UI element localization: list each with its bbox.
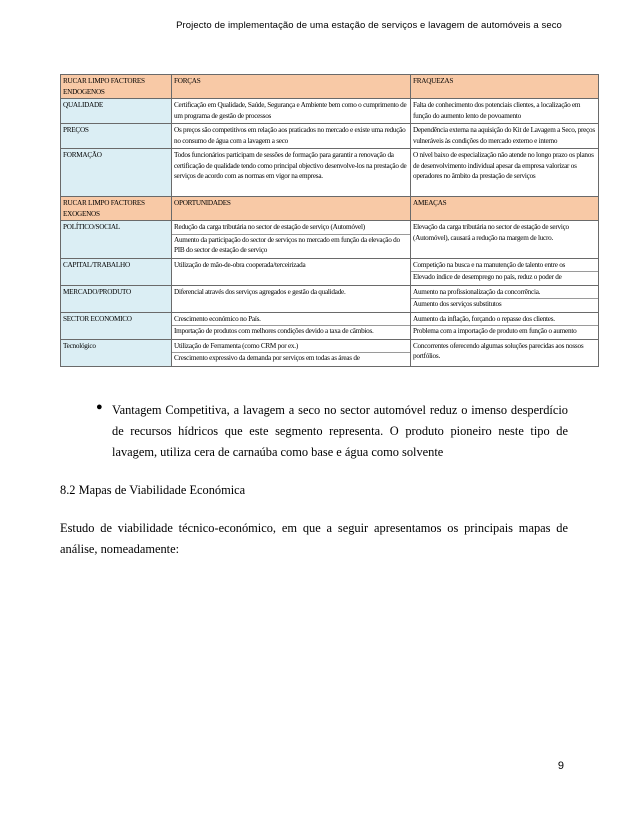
table-cell [172,124,411,149]
row-label: FORMAÇÃO [61,149,172,197]
header-text: Projecto de implementação de uma estação de serviços e lavagem de automóveis a seco [176,20,562,31]
row-label: PREÇOS [61,124,172,149]
row-label: QUALIDADE [61,99,172,124]
header-col-forces: FORÇAS [172,75,411,99]
table-row [61,258,599,285]
table-row [61,285,599,312]
row-label: POLÍTICO/SOCIAL [61,221,172,259]
cell-text: Redução da carga tributária no sector de estação de serviço (Automóvel) [172,222,410,235]
row-label: CAPITAL/TRABALHO [61,258,172,285]
page-number: 9 [557,760,564,772]
cell-text: Crescimento expressivo da demanda por serviços em todas as áreas de [174,354,360,362]
header-label: RUCAR LIMPO FACTORES ENDOGENOS [61,75,172,99]
table-row [61,221,599,259]
table-cell [411,285,599,312]
cell-text: Diferencial através dos serviços agregados e gestão da qualidade. [174,287,346,296]
body-paragraph: Estudo de viabilidade técnico-económico, em que a seguir apresentamos os principais mapas de análise, nomeadamente: [60,521,568,556]
table-cell [411,149,599,197]
cell-text: Utilização de mão-de-obra cooperada/terceirizada [174,260,306,269]
cell-text: Problema com a importação de produto em função o aumento [413,327,577,335]
table-row [61,149,599,197]
cell-text: Os preços são competitivos em relação aos praticados no mercado e existe uma redução no consumo de água com a lavagem a seco [174,126,406,145]
cell-text: Elevação da carga tributária no sector de estação de serviço (Automóvel), causará a redução na margem de lucro. [413,223,569,242]
table-cell [172,99,411,124]
table-row [61,339,599,366]
page-header [0,20,638,31]
swot-table [60,74,599,367]
table-header-row [61,197,599,221]
header-col-opportunities: OPORTUNIDADES [172,197,411,221]
cell-text: Aumento da inflação, forçando o repasse dos clientes. [411,314,598,327]
table-cell [172,221,411,259]
header-col-weaknesses: FRAQUEZAS [411,75,599,99]
table-cell [172,339,411,366]
table-cell [411,258,599,285]
table-cell [411,339,599,366]
table-header-row [61,75,599,99]
table-cell [411,124,599,149]
table-cell [172,149,411,197]
table-row [61,99,599,124]
cell-text: Concorrentes oferecendo algumas soluções parecidas aos nossos portfólios. [413,341,584,360]
cell-text: Importação de produtos com melhores condições devido a taxa de câmbios. [174,327,374,335]
table-cell [172,285,411,312]
table-cell [172,312,411,339]
header-col-threats: AMEAÇAS [411,197,599,221]
header-label: RUCAR LIMPO FACTORES EXOGENOS [61,197,172,221]
cell-text: Competição na busca e na manutenção de talento entre os [411,260,598,273]
cell-text: Crescimento económico no País. [172,314,410,327]
cell-text: Aumento da participação do sector de serviços no mercado em função da elevação do PIB do sector de estação de serviço [174,235,400,254]
table-row [61,312,599,339]
row-label: SECTOR ECONOMICO [61,312,172,339]
table-row [61,124,599,149]
table-cell [411,221,599,259]
cell-text: Utilização de Ferramenta (como CRM por ex.) [172,341,410,354]
bullet-icon: ● [96,401,103,413]
table-cell [172,258,411,285]
cell-text: Todos funcionários participam de sessões de formação para garantir a renovação da certificação de qualidade tendo como principal objectivo desenvolve-los na prestação de serviços de acordo com as normas em vigor na empresa. [174,151,407,180]
bullet-text: Vantagem Competitiva, a lavagem a seco no sector automóvel reduz o imenso desperdício de recursos hídricos que este segmento representa. O produto pioneiro neste tipo de lavagem, utiliza cera de carnaúba como base e água como solvente [112,403,568,459]
table-cell [411,99,599,124]
row-label: Tecnológico [61,339,172,366]
cell-text: Aumento na profissionalização da concorrência. [411,287,598,300]
row-label: MERCADO/PRODUTO [61,285,172,312]
table-cell [411,312,599,339]
cell-text: Dependência externa na aquisição do Kit de Lavagem a Seco, preços vulneráveis às condições do mercado externo e interno [413,126,595,145]
cell-text: Falta de conhecimento dos potenciais clientes, a localização em função do aumento lento de povoamento [413,101,581,120]
cell-text: O nível baixo de especialização não atende no longo prazo os planos de desenvolvimento individual apesar da empresa valorizar os operadores no âmbito da prestação de serviços [413,151,594,180]
section-title: 8.2 Mapas de Viabilidade Económica [60,483,246,497]
cell-text: Elevado índice de desemprego no país, reduz o poder de [413,273,562,281]
cell-text: Certificação em Qualidade, Saúde, Segurança e Ambiente bem como o cumprimento de um programa de gestão de processos [174,101,407,120]
cell-text: Aumento dos serviços substitutos [413,300,502,308]
